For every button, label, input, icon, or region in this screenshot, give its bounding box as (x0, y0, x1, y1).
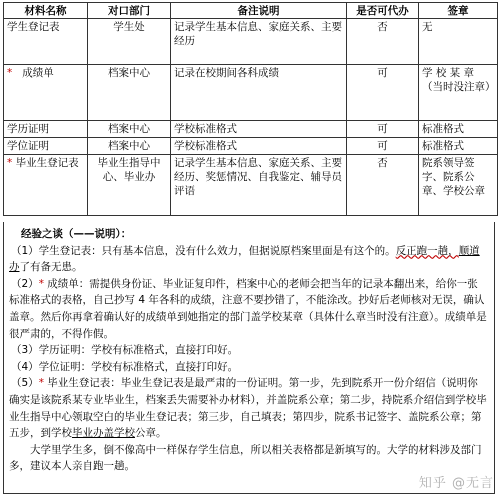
cell-proxy: 可 (347, 121, 419, 138)
cell-material-name (4, 19, 88, 65)
note-text: （2） (11, 277, 39, 290)
cell-material-name (4, 155, 88, 216)
cell-remarks: 学校标准格式 (171, 138, 347, 155)
table-row (4, 65, 498, 121)
material-name-text: 学历证明 (7, 123, 49, 135)
cell-proxy: 可 (347, 65, 419, 121)
material-name-text: 成绩单 (22, 67, 54, 79)
header-material-name: 材料名称 (4, 3, 88, 19)
notes-title: 经验之谈（——说明）： (21, 228, 132, 240)
note-degree: （4）学位证明：学校有标准格式，直接打印好。 (11, 360, 239, 373)
cell-remarks: 记录学生基本信息、家庭关系、主要经历、奖惩情况、自我鉴定、辅导员评语 (171, 155, 347, 216)
watermark: 知乎 @无言 (418, 476, 494, 491)
required-star: * (7, 67, 13, 79)
note-text: （1）学生登记表：只有基本信息，没有什么效力，但据说原档案里面是有这个的。 (11, 244, 396, 257)
cell-seal: 院系领导签字、院系公章、学校公章 (419, 155, 498, 216)
cell-seal: 标准格式 (419, 138, 498, 155)
cell-proxy: 可 (347, 138, 419, 155)
header-proxy-allowed: 是否可代办 (347, 3, 419, 19)
cell-seal: 标准格式 (419, 121, 498, 138)
header-department: 对口部门 (88, 3, 171, 19)
note-transcript (9, 276, 488, 342)
note-text: 公章。 (135, 427, 167, 440)
note-text: 成绩单：需提供身份证、毕业证复印件，档案中心的老师会把当年的记录本翻出来，给你一张标准格式的表格，自己抄写 4 年各科的成绩，注意不要抄错了，不能涂改。抄好后老师核对无误，确认盖章。然后你再拿着确认好的成绩单到她指定的部门盖学校某章（具体什么章当时没有注意）。成绩单是很严肃的，不得作假。 (9, 277, 487, 340)
experience-notes (3, 222, 495, 494)
cell-remarks: 学校标准格式 (171, 121, 347, 138)
cell-material-name (4, 138, 88, 155)
table-row (4, 19, 498, 65)
cell-seal: 学 校 某 章（当时没注章） (419, 65, 498, 121)
table-row (4, 121, 498, 138)
cell-department: 档案中心 (88, 65, 171, 121)
cell-department: 档案中心 (88, 138, 171, 155)
cell-department: 毕业生指导中心、毕业办 (88, 155, 171, 216)
materials-table (3, 2, 498, 216)
cell-remarks: 记录学生基本信息、家庭关系、主要经历 (171, 19, 347, 65)
material-name-text: 毕业生登记表 (15, 157, 79, 169)
note-text: 毕业生登记表：毕业生登记表是最严肃的一份证明。第一步，先到院系开一份介绍信（说明你确实是该院系某专业毕业生，档案丢失需要补办材料），并盖院系公章；第二步，持院系介绍信到学校毕业生指导中心领取空白的毕业生登记表；第三步，自己填表；第四步，院系书记签字、盖院系公章；第五步，到学校 (9, 377, 487, 440)
cell-department: 学生处 (88, 19, 171, 65)
table-row (4, 138, 498, 155)
table-header-row (4, 3, 498, 19)
header-seal: 签章 (419, 3, 498, 19)
cell-remarks: 记录在校期间各科成绩 (171, 65, 347, 121)
cell-proxy: 否 (347, 19, 419, 65)
table-row (4, 155, 498, 216)
cell-proxy: 否 (347, 155, 419, 216)
note-text: （5） (11, 377, 39, 390)
note-student-registration (9, 243, 488, 276)
note-highlight: 反正跑一趟， (395, 244, 459, 257)
material-name-text: 学生登记表 (7, 21, 60, 33)
note-summary: 大学里学生多，倒不像高中一样保存学生信息，所以相关表格都是新填写的。大学的材料涉及部门多，建议本人亲自跑一趟。 (9, 443, 482, 473)
note-text: 了有备无患。 (19, 261, 83, 274)
required-star: * (7, 157, 13, 169)
cell-seal: 无 (419, 19, 498, 65)
note-diploma: （3）学历证明：学校有标准格式，直接打印好。 (11, 344, 239, 357)
cell-material-name (4, 121, 88, 138)
cell-department: 档案中心 (88, 121, 171, 138)
note-underline: 毕业办盖学校 (72, 427, 135, 440)
note-underline: 顺道办 (9, 244, 480, 274)
note-graduate-registration (9, 375, 488, 441)
required-star: * (38, 377, 44, 390)
required-star: * (38, 277, 44, 290)
header-remarks: 备注说明 (171, 3, 347, 19)
material-name-text: 学位证明 (7, 140, 49, 152)
cell-material-name (4, 65, 88, 121)
